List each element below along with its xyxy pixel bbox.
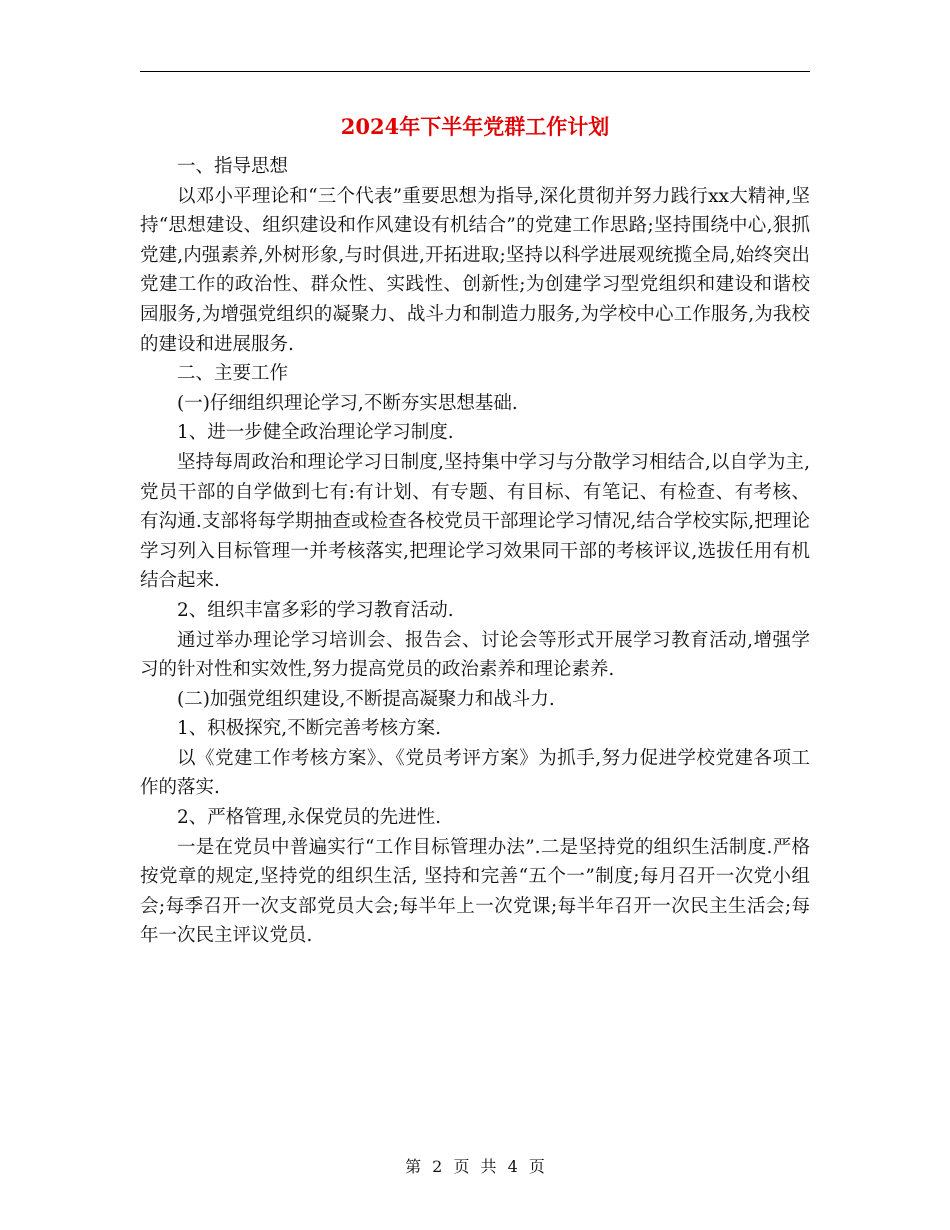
item-heading: 2、组织丰富多彩的学习教育活动.: [177, 599, 454, 621]
body-paragraph: 一是在党员中普遍实行“工作目标管理办法”.二是坚持党的组织生活制度.严格按党章的规定,坚持党的组织生活, 坚持和完善“五个一”制度;每月召开一次党小组会;每季召开一次支部党员大会;每半年上一次党课;每半年召开一次民主生活会;每年一次民主评议党员.: [140, 836, 810, 947]
section-heading: 二、主要工作: [177, 363, 289, 385]
body-paragraph: 坚持每周政治和理论学习日制度,坚持集中学习与分散学习相结合,以自学为主,党员干部的自学做到七有:有计划、有专题、有目标、有笔记、有检查、有考核、有沟通.支部将每学期抽查或检查各校党员干部理论学习情况,结合学校实际,把理论学习列入目标管理一并考核落实,把理论学习效果同干部的考核评议,选拔任用有机结合起来.: [140, 451, 810, 592]
page-number-footer: 第 2 页 共 4 页: [405, 1157, 545, 1176]
subsection-heading: (二)加强党组织建设,不断提高凝聚力和战斗力.: [177, 688, 555, 710]
document-body: [140, 152, 810, 951]
item-heading: 2、严格管理,永保党员的先进性.: [177, 807, 442, 829]
body-paragraph: 通过举办理论学习培训会、报告会、讨论会等形式开展学习教育活动,增强学习的针对性和实效性,努力提高党员的政治素养和理论素养.: [140, 629, 810, 681]
item-heading: 1、进一步健全政治理论学习制度.: [177, 422, 454, 444]
body-paragraph: 以《党建工作考核方案》、《党员考评方案》为抓手,努力促进学校党建各项工作的落实.: [140, 747, 810, 799]
header-rule: [140, 71, 810, 72]
section-heading: 一、指导思想: [177, 156, 289, 177]
subsection-heading: (一)仔细组织理论学习,不断夯实思想基础.: [177, 392, 518, 414]
document-title: 2024年下半年党群工作计划: [340, 114, 610, 139]
item-heading: 1、积极探究,不断完善考核方案.: [177, 718, 442, 740]
body-paragraph: 以邓小平理论和“三个代表”重要思想为指导,深化贯彻并努力践行xx大精神,坚持“思想建设、组织建设和作风建设有机结合”的党建工作思路;坚持围绕中心,狠抓党建,内强素养,外树形象,与时俱进,开拓进取;坚持以科学进展观统揽全局,始终突出党建工作的政治性、群众性、实践性、创新性;为创建学习型党组织和建设和谐校园服务,为增强党组织的凝聚力、战斗力和制造力服务,为学校中心工作服务,为我校的建设和进展服务.: [140, 185, 810, 355]
